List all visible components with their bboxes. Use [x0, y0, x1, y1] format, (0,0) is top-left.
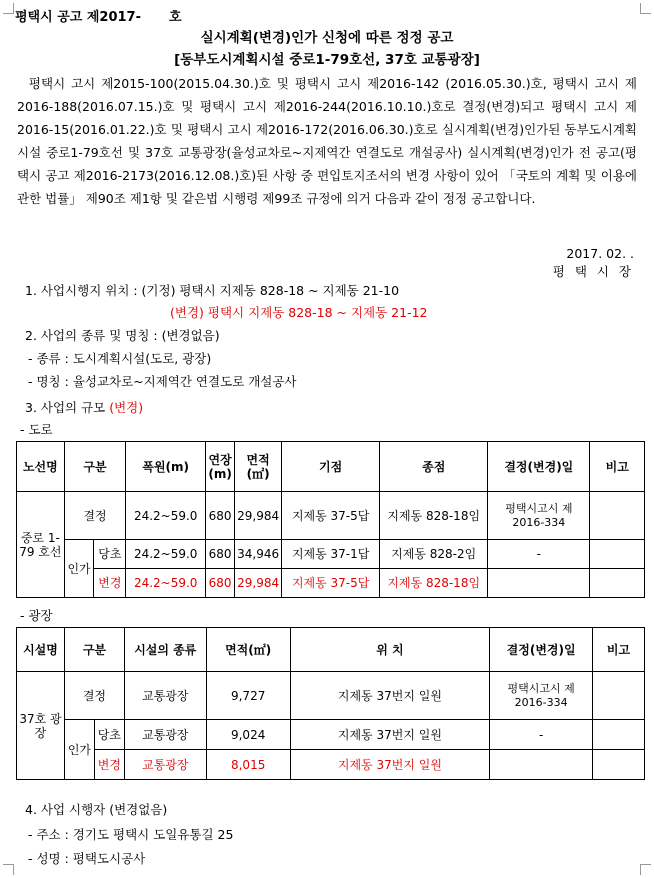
table-header: 노선명	[17, 442, 65, 492]
table-cell: 변경	[94, 750, 124, 780]
table-header: 시설의 종류	[124, 628, 206, 672]
section2-heading: 2. 사업의 종류 및 명칭 : (변경없음)	[25, 328, 220, 343]
route-name: 중로 1-79 호선	[17, 492, 65, 598]
table-cell: 24.2~59.0	[126, 540, 206, 569]
table-cell: 지제동 37-1답	[282, 540, 380, 569]
table-header: 면적(㎡)	[235, 442, 282, 492]
facility-name: 37호 광장	[17, 672, 65, 780]
section3-heading-text: 3. 사업의 규모	[25, 400, 106, 415]
table-cell: 변경	[94, 569, 126, 598]
notice-body	[17, 72, 637, 210]
table-cell: 교통광장	[124, 672, 206, 720]
table-cell: 평택시고시 제2016-334	[488, 492, 590, 540]
table-cell: 8,015	[206, 750, 290, 780]
notice-number	[15, 6, 182, 25]
table-cell	[593, 720, 645, 750]
notice-number-text: 평택시 공고 제2017-	[15, 10, 141, 25]
section3-heading	[25, 398, 143, 416]
table-cell	[590, 492, 645, 540]
plaza-label: - 광장	[20, 608, 53, 623]
page-subtitle: [동부도시계획시설 중로1-79호선, 37호 교통광장]	[174, 52, 480, 68]
table-header: 종점	[380, 442, 488, 492]
table-header: 연장(m)	[206, 442, 235, 492]
section2-type: - 종류 : 도시계획시설(도로, 광장)	[28, 351, 212, 366]
table-cell: 34,946	[235, 540, 282, 569]
table-cell: 지제동 37-5답	[282, 492, 380, 540]
table-header: 비고	[590, 442, 645, 492]
plaza-table	[16, 627, 645, 780]
table-header: 결정(변경)일	[490, 628, 593, 672]
page-corner-mark	[3, 3, 14, 14]
table-cell: 24.2~59.0	[126, 569, 206, 598]
section4-address: - 주소 : 경기도 평택시 도일유통길 25	[28, 827, 234, 842]
table-cell: -	[488, 540, 590, 569]
table-cell	[490, 750, 593, 780]
table-cell: 9,024	[206, 720, 290, 750]
section1-heading: 1. 사업시행지 위치 : (기정) 평택시 지제동 828-18 ~ 지제동 21-10	[25, 283, 400, 298]
road-label: - 도로	[20, 422, 53, 437]
table-cell: 결정	[64, 672, 124, 720]
table-cell: 평택시고시 제2016-334	[490, 672, 593, 720]
table-cell: 29,984	[235, 492, 282, 540]
table-cell: 29,984	[235, 569, 282, 598]
table-cell: 680	[206, 492, 235, 540]
table-cell: 지제동 828-18임	[380, 492, 488, 540]
table-cell	[590, 540, 645, 569]
table-cell: 당초	[94, 720, 124, 750]
table-row	[17, 492, 645, 540]
table-cell: 지제동 828-18임	[380, 569, 488, 598]
table-cell: 교통광장	[124, 720, 206, 750]
table-header-row	[17, 442, 645, 492]
table-cell: 결정	[64, 492, 126, 540]
table-row	[17, 720, 645, 750]
table-header: 위 치	[290, 628, 490, 672]
table-row-changed	[17, 750, 645, 780]
notice-number-suffix: 호	[168, 10, 182, 25]
table-cell: 지제동 37번지 일원	[290, 672, 490, 720]
table-header: 결정(변경)일	[488, 442, 590, 492]
table-row	[17, 540, 645, 569]
auth-label: 인가	[64, 720, 94, 780]
section1-changed: (변경) 평택시 지제동 828-18 ~ 지제동 21-12	[170, 305, 428, 320]
notice-date: 2017. 02. .	[566, 246, 634, 261]
table-cell: 당초	[94, 540, 126, 569]
notice-body-text: 평택시 고시 제2015-100(2015.04.30.)호 및 평택시 고시 제2016-142 (2016.05.30.)호, 평택시 고시 제2016-188(2016.07.15.)호 및 평택시 고시 제2016-244(2016.10.10.)호로 결정(변경)되고 평택시 고시 제2016-15(2016.01.22.)호 및 평택시 고시 제2016-172(2016.06.30.)호로 실시계획(변경)인가된 동부도시계획시설 중로1-79호선 및 37호 교통광장(율성교차로~지제역간 연결도로 개설공사) 실시계획(변경)인가 전 공고(평택시 공고 제2016-2173(2016.12.08.)호)된 사항 중 편입토지조서의 변경 사항이 있어 「국토의 계획 및 이용에 관한 법률」 제90조 제1항 및 같은법 시행령 제99조 규정에 의거 다음과 같이 정정 공고합니다.	[17, 76, 637, 206]
page-corner-mark	[3, 864, 14, 875]
table-cell: 680	[206, 569, 235, 598]
section4-heading: 4. 사업 시행자 (변경없음)	[25, 802, 168, 817]
section2-name: - 명칭 : 율성교차로~지제역간 연결도로 개설공사	[28, 374, 297, 389]
table-cell: 교통광장	[124, 750, 206, 780]
table-cell: 지제동 37번지 일원	[290, 750, 490, 780]
auth-label: 인가	[64, 540, 94, 598]
table-cell: 9,727	[206, 672, 290, 720]
page-title: 실시계획(변경)인가 신청에 따른 정정 공고	[200, 30, 454, 46]
table-header: 비고	[593, 628, 645, 672]
section4-name: - 성명 : 평택도시공사	[28, 851, 146, 866]
table-row	[17, 672, 645, 720]
table-cell	[593, 750, 645, 780]
page-corner-mark	[640, 864, 651, 875]
table-cell: 지제동 37번지 일원	[290, 720, 490, 750]
table-cell: -	[490, 720, 593, 750]
table-cell	[593, 672, 645, 720]
table-cell: 24.2~59.0	[126, 492, 206, 540]
table-cell: 지제동 37-5답	[282, 569, 380, 598]
table-cell	[590, 569, 645, 598]
table-cell: 680	[206, 540, 235, 569]
road-table	[16, 441, 645, 598]
table-header: 폭원(m)	[126, 442, 206, 492]
notice-signer: 평 택 시 장	[552, 264, 634, 279]
table-cell	[488, 569, 590, 598]
table-header: 구분	[64, 628, 124, 672]
table-header: 면적(㎡)	[206, 628, 290, 672]
table-header: 기점	[282, 442, 380, 492]
page-corner-mark	[640, 3, 651, 14]
table-header: 구분	[64, 442, 126, 492]
section3-heading-changed: (변경)	[109, 400, 144, 415]
table-cell: 지제동 828-2임	[380, 540, 488, 569]
table-header-row	[17, 628, 645, 672]
table-header: 시설명	[17, 628, 65, 672]
table-row-changed	[17, 569, 645, 598]
